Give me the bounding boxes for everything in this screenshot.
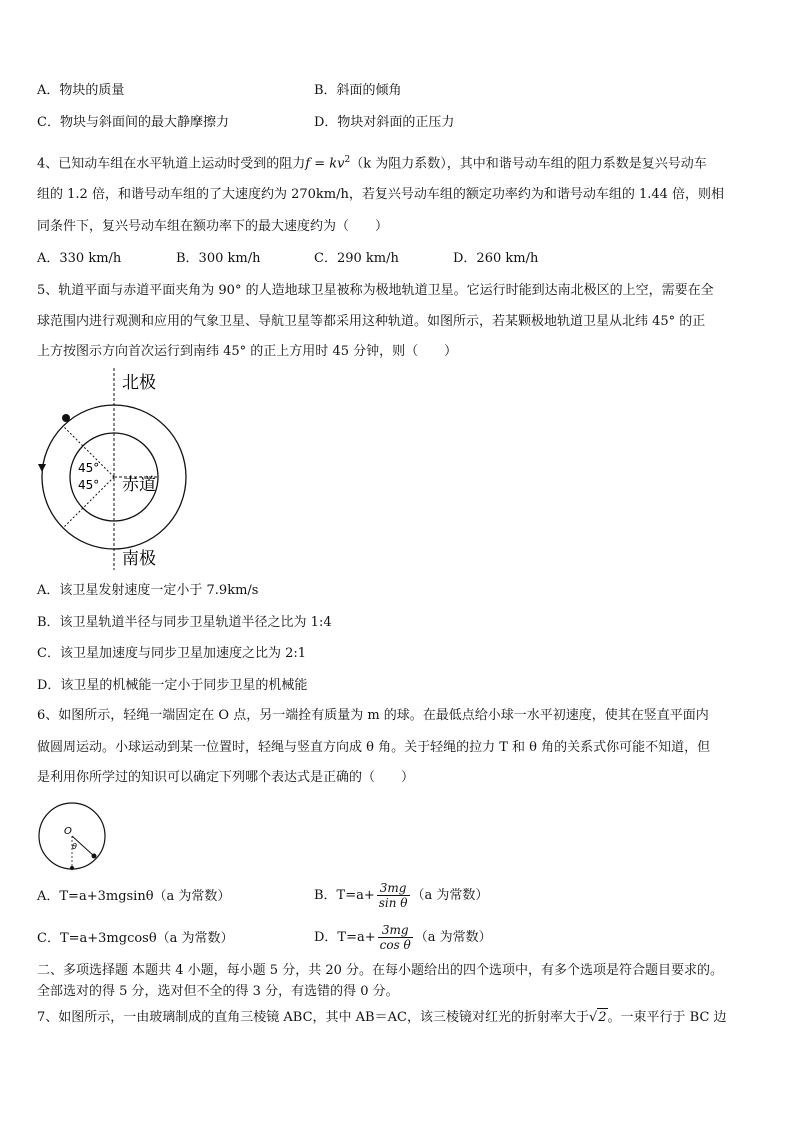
q5-stem-line2: 球范围内进行观测和应用的气象卫星、导航卫星等都采用这种轨道。如图所示，若某颗极地轨道卫星从北纬 45° 的正 [37, 314, 706, 329]
angle-label-bottom: 45° [78, 478, 100, 492]
q6-stem-line2: 做圆周运动。小球运动到某一位置时，轻绳与竖直方向成 θ 角。关于轻绳的拉力 T 和 θ 角的关系式你可能不知道，但 [37, 740, 711, 755]
q5-option-d: D．该卫星的机械能一定小于同步卫星的机械能 [37, 678, 308, 693]
q5-stem-line3: 上方按图示方向首次运行到南纬 45° 的正上方用时 45 分钟，则（ ） [37, 344, 458, 359]
satellite-dot [62, 414, 70, 422]
q7-sqrt-value: 2 [598, 1010, 607, 1025]
q4-stem-line2: 组的 1.2 倍，和谐号动车组的了大速度约为 270km/h，若复兴号动车组的额定功率约为和谐号动车组的 1.44 倍，则相 [37, 187, 725, 202]
q6-option-b: B．T=a+ $\frac{3mg}{\text{sin θ}}$ （a 为常数） [314, 881, 489, 910]
o-point-label: O [64, 826, 72, 837]
q6-stem-line1: 6、如图所示，轻绳一端固定在 O 点，另一端拴有质量为 m 的球。在最低点给小球一水平初速度，使其在竖直平面内 [37, 708, 709, 723]
q6-option-a: A．T=a+3mgsinθ（a 为常数） [37, 889, 231, 904]
q5-option-b: B．该卫星轨道半径与同步卫星轨道半径之比为 1:4 [37, 615, 332, 630]
q6-option-d-fraction: $\frac{3mg}{\text{cos θ}}$ [379, 923, 411, 952]
q4-formula: f = kv [305, 156, 345, 172]
section2-heading-line2: 全部选对的得 5 分，选对但不全的得 3 分，有选错的得 0 分。 [37, 984, 399, 999]
q4-option-d: D．260 km/h [453, 251, 539, 266]
q4-option-c: C．290 km/h [314, 251, 399, 266]
section2-heading-line1: 二、多项选择题 本题共 4 小题，每小题 5 分，共 20 分。在每小题给出的四个选项中，有多个选项是符合题目要求的。 [37, 963, 724, 978]
polar-orbit-figure [30, 368, 200, 570]
q3-option-a: A．物块的质量 [37, 83, 125, 98]
ball-dot [92, 854, 97, 859]
q6-option-d: D．T=a+ $\frac{3mg}{\text{cos θ}}$ （a 为常数） [314, 923, 492, 952]
north-pole-label: 北极 [122, 373, 156, 393]
pendulum-figure [36, 800, 108, 872]
q3-option-d: D．物块对斜面的正压力 [314, 115, 455, 130]
q4-option-b: B．300 km/h [176, 251, 261, 266]
q4-option-a: A．330 km/h [37, 251, 122, 266]
south-pole-label: 南极 [122, 549, 156, 569]
q4-stem-line1: 4、已知动车组在水平轨道上运动时受到的阻力$f = kv^2(k$ 为阻力系数），其中和谐号动车组的阻力系数是复兴号动车 [37, 155, 707, 172]
angle-label-top: 45° [78, 461, 100, 475]
q7-stem-line1: 7、如图所示，一由玻璃制成的直角三棱镜 ABC，其中 AB＝AC，该三棱镜对红光的折射率大于√2。一束平行于 BC 边 [37, 1010, 727, 1025]
q3-option-b: B．斜面的倾角 [314, 83, 402, 98]
direction-arrow-icon [38, 464, 46, 472]
q4-stem-line3: 同条件下，复兴号动车组在额功率下的最大速度约为（ ） [37, 219, 389, 234]
q6-stem-line3: 是利用你所学过的知识可以确定下列哪个表达式是正确的（ ） [37, 770, 415, 785]
q5-option-a: A．该卫星发射速度一定小于 7.9km/s [37, 583, 259, 598]
equator-label: 赤道 [122, 475, 156, 495]
q5-stem-line1: 5、轨道平面与赤道平面夹角为 90° 的人造地球卫星被称为极地轨道卫星。它运行时能到达南北极区的上空，需要在全 [37, 283, 714, 298]
q6-option-c: C．T=a+3mgcosθ（a 为常数） [37, 931, 234, 946]
q3-option-c: C．物块与斜面间的最大静摩擦力 [37, 115, 229, 130]
theta-label: θ [72, 842, 77, 851]
lowest-point-dot [70, 866, 74, 870]
q6-option-b-fraction: $\frac{3mg}{\text{sin θ}}$ [378, 881, 408, 910]
q5-option-c: C．该卫星加速度与同步卫星加速度之比为 2:1 [37, 646, 307, 661]
